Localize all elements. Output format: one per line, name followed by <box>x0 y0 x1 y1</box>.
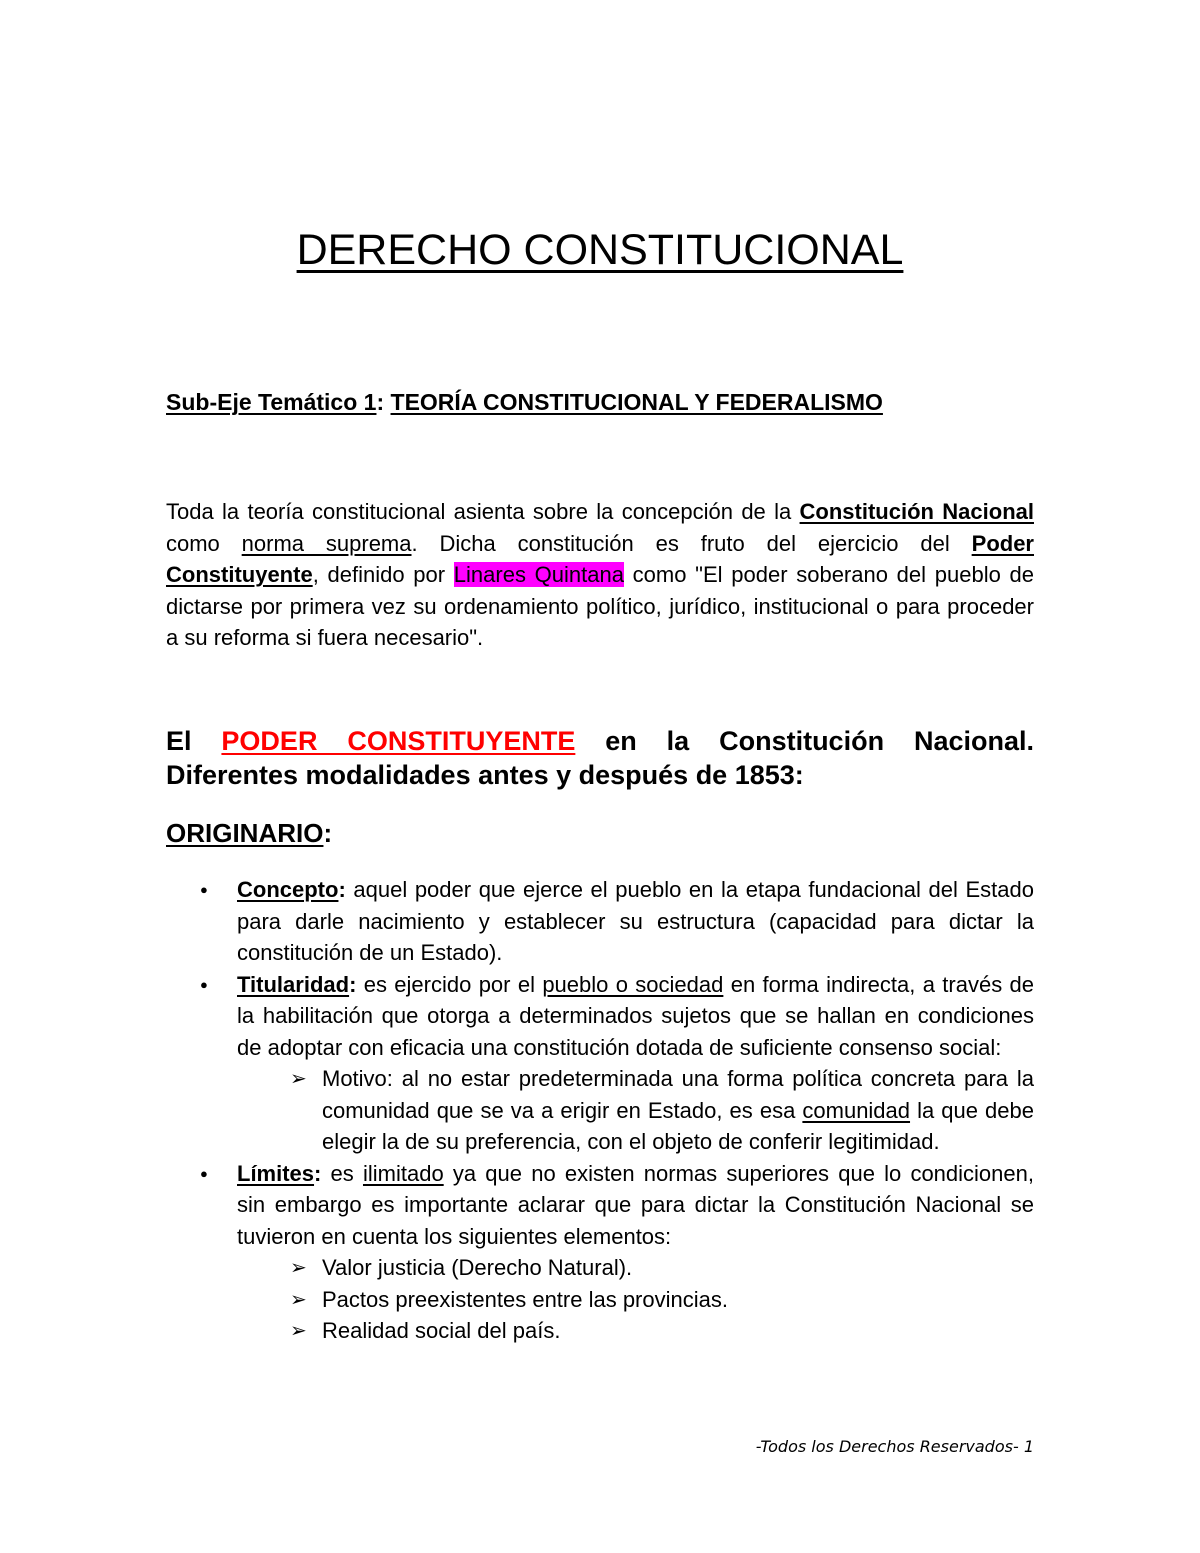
sub-eje-colon: : <box>376 389 391 415</box>
titularidad-colon: : <box>349 971 357 997</box>
sub-item: ➢ Valor justicia (Derecho Natural). <box>237 1252 1034 1284</box>
concepto-colon: : <box>338 877 346 902</box>
concepto-text: aquel poder que ejerce el pueblo en la etapa fundacional del Estado para darle nacimiento y establecer su estructura (capacidad para dictar la constitución de un Estado). <box>237 877 1034 965</box>
author-highlight: Linares Quintana <box>453 562 624 587</box>
list-item-concepto <box>166 874 1034 969</box>
originario-list <box>166 874 1034 1347</box>
list-item-titularidad <box>166 969 1034 1158</box>
intro-text-2: como <box>166 530 242 556</box>
titularidad-sublist <box>237 1063 1034 1158</box>
section-heading-pre: El <box>166 726 222 756</box>
sub-item: ➢ Pactos preexistentes entre las provincias. <box>237 1284 1034 1316</box>
originario-label: ORIGINARIO <box>166 818 324 848</box>
titularidad-text-2: en forma indirecta, a través de la habilitación que otorga a determinados sujetos que se hallan en condiciones de adoptar con eficacia una constitución dotada de suficiente consenso social: <box>237 971 1035 1060</box>
limites-term: Límites <box>237 1160 315 1186</box>
titularidad-text-1: es ejercido por el <box>356 971 543 997</box>
concepto-term: Concepto <box>237 877 339 902</box>
poder-constituyente-term: Poder Constituyente <box>166 530 1034 587</box>
originario-colon: : <box>323 818 333 848</box>
intro-paragraph <box>166 496 1034 654</box>
sub-eje-topic: TEORÍA CONSTITUCIONAL Y FEDERALISMO <box>390 389 883 415</box>
pueblo-sociedad-term: pueblo o sociedad <box>542 971 724 997</box>
motivo-text-1: Motivo: al no estar predeterminada una forma política concreta para la comunidad que se va a erigir en Estado, es esa <box>322 1066 1034 1123</box>
section-heading <box>166 724 1034 792</box>
comunidad-term: comunidad <box>802 1097 911 1123</box>
intro-text-5: como "El poder soberano del pueblo de dictarse por primera vez su ordenamiento político, jurídico, institucional o para proceder a su reforma si fuera necesario". <box>166 562 1034 650</box>
sub-item: ➢ Realidad social del país. <box>237 1315 1034 1347</box>
sub-eje-heading <box>166 386 1036 418</box>
sub-item-motivo <box>237 1063 1034 1158</box>
originario-heading <box>166 816 332 850</box>
intro-text-4: , definido por <box>312 562 454 587</box>
norma-suprema-term: norma suprema <box>241 530 412 556</box>
motivo-text-2: la que debe elegir la de su preferencia, con el objeto de conferir legitimidad. <box>322 1097 1035 1154</box>
intro-text-1: Toda la teoría constitucional asienta sobre la concepción de la <box>166 499 800 524</box>
intro-text-3: . Dicha constitución es fruto del ejercicio del <box>411 530 972 556</box>
document-title <box>0 222 1200 278</box>
document-title-text: DERECHO CONSTITUCIONAL <box>296 226 904 274</box>
sub-eje-label: Sub-Eje Temático 1 <box>166 389 377 415</box>
list-item-limites <box>166 1158 1034 1347</box>
poder-constituyente-highlight: PODER CONSTITUYENTE <box>221 726 576 756</box>
page-footer: -Todos los Derechos Reservados- 1 <box>755 1437 1034 1456</box>
ilimitado-term: ilimitado <box>362 1160 444 1186</box>
limites-sublist <box>237 1252 1034 1347</box>
limites-text-2: ya que no existen normas superiores que lo condicionen, sin embargo es importante aclarar que para dictar la Constitución Nacional se tuvieron en cuenta los siguientes elementos: <box>237 1160 1034 1249</box>
limites-colon: : <box>314 1160 322 1186</box>
limites-text-1: es <box>321 1160 363 1186</box>
constitucion-nacional-term: Constitución Nacional <box>799 499 1034 524</box>
titularidad-term: Titularidad <box>237 971 350 997</box>
section-heading-post: en la Constitución Nacional. Diferentes modalidades antes y después de 1853: <box>166 726 1035 790</box>
